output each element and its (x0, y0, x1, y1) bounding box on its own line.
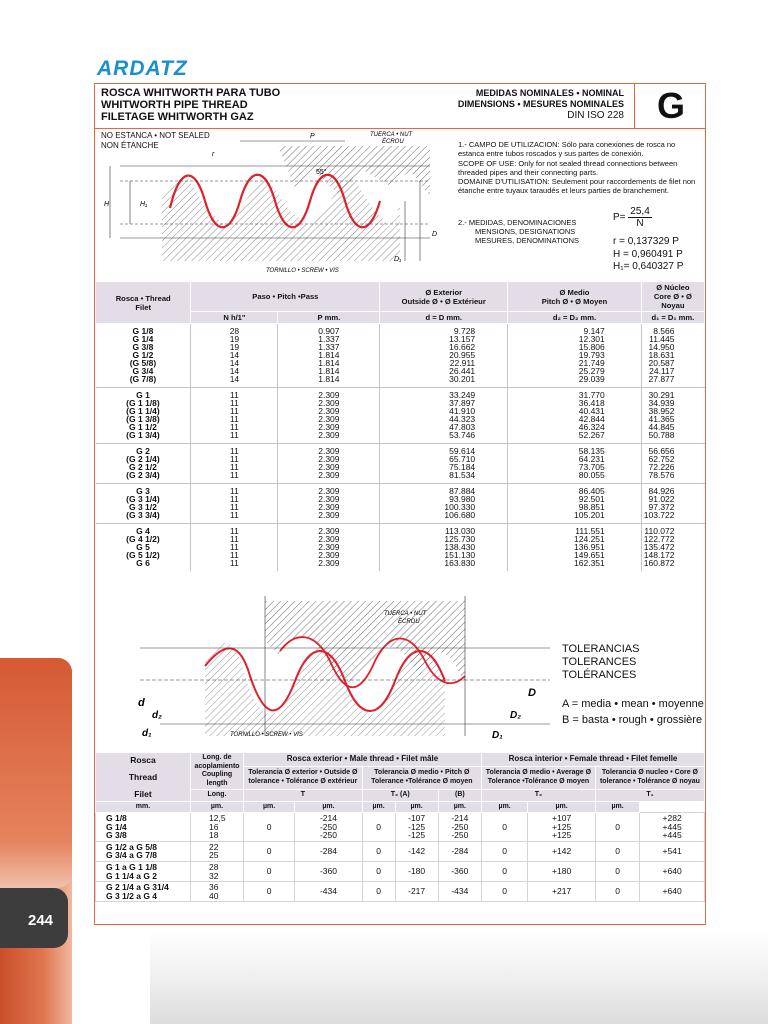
col-d1: d₁ = D₁ mm. (641, 312, 704, 324)
h1-label: H₁ (140, 201, 148, 208)
note2-es: 2.- MEDIDAS, DENOMINACIONES (458, 217, 577, 227)
table-cell: 33.249 37.897 41.910 44.323 47.803 53.746 (380, 388, 508, 444)
title-en: WHITWORTH PIPE THREAD (101, 99, 248, 111)
table-cell: 28 19 19 14 14 14 14 (191, 324, 278, 388)
table-cell: +640 (640, 861, 705, 881)
table-cell: 0 (481, 861, 527, 881)
table-row (96, 861, 705, 881)
table-cell: -360 (295, 861, 362, 881)
table-cell: -284 (438, 841, 481, 861)
page-title (101, 87, 280, 123)
pitch-formula-denominator: N (636, 218, 644, 229)
table-cell: 8.566 11.445 14.950 18.631 20.587 24.117 27.877 (641, 324, 704, 388)
col-Td2a: T₂ (A) (362, 790, 438, 802)
col-T: T (244, 790, 363, 802)
formula-r: r = 0,137329 P (613, 236, 679, 247)
unit-header: µm. (528, 801, 596, 813)
col-threads-per-inch: N h/1" (191, 312, 278, 324)
nominal-dimensions-table (95, 281, 705, 571)
table-cell: 87.884 93.980 100.330 106.680 (380, 484, 508, 524)
table-cell: 0 (244, 841, 295, 861)
header-dimensions (430, 88, 624, 122)
pitch-formula (613, 206, 652, 229)
notes-block (458, 140, 703, 246)
table-cell: 0 (362, 813, 395, 842)
col-coupling: Long. de acoplamiento Coupling length (191, 753, 244, 790)
table-cell: +142 (528, 841, 596, 861)
col-pitch-mm: P mm. (278, 312, 380, 324)
note2-fr: MESURES, DENOMINATIONS (475, 236, 580, 246)
table-cell: G 1/8 G 1/4 G 3/8 G 1/2 (G 5/8) G 3/4 (G 7/8) (96, 324, 191, 388)
table-cell: 30.291 34.939 38.952 41.365 44.845 50.788 (641, 388, 704, 444)
table-cell: -214 -250 -250 (295, 813, 362, 842)
table-cell: +282 +445 +445 (640, 813, 705, 842)
col-thread-2: Rosca Thread Filet (96, 753, 191, 802)
col-d2: d₂ = D₂ mm. (508, 312, 642, 324)
table-cell: +541 (640, 841, 705, 861)
col-female-thread: Rosca interior • Female thread • Filet femelle (481, 753, 704, 767)
table-cell: -107 -125 -125 (395, 813, 438, 842)
tolerance-legend (562, 696, 704, 728)
tolerances-fr: TOLÉRANCES (562, 669, 637, 681)
radius-label: r (212, 151, 215, 158)
table-cell: 12,5 16 18 (191, 813, 244, 842)
table-cell: G 1/8 G 1/4 G 3/8 (96, 813, 191, 842)
note2-en: MENSIONS, DESIGNATIONS (475, 227, 576, 237)
nut-label: TUERCA • NUT (370, 132, 413, 138)
table-cell: 0 (362, 861, 395, 881)
d1-label-2: d₁ (142, 728, 152, 739)
table-cell: 2.309 2.309 2.309 2.309 (278, 444, 380, 484)
title-fr: FILETAGE WHITWORTH GAZ (101, 111, 254, 123)
unit-header: µm. (244, 801, 295, 813)
note1-fr: DOMAINE D'UTILISATION: Seulement pour raccordements de filet non étanche entre tuyaux taraudés et leurs parties de branchement. (458, 177, 696, 196)
table-cell: 22 25 (191, 841, 244, 861)
table-cell: G 3 (G 3 1/4) G 3 1/2 (G 3 3/4) (96, 484, 191, 524)
table-cell: G 2 1/4 a G 31/4 G 3 1/2 a G 4 (96, 882, 191, 902)
tolerances-es: TOLERANCIAS (562, 643, 640, 655)
unit-header: µm. (395, 801, 438, 813)
table-cell: 110.072 122.772 135.472 148.172 160.872 (641, 524, 704, 572)
table-cell: 0 (362, 841, 395, 861)
table-cell: 28 32 (191, 861, 244, 881)
table-cell: -217 (395, 882, 438, 902)
table-cell: +107 +125 +125 (528, 813, 596, 842)
table-cell: 0 (362, 882, 395, 902)
table-cell: G 1 a G 1 1/8 G 1 1/4 a G 2 (96, 861, 191, 881)
table-row-group (96, 388, 705, 444)
col-TD2: T₂ (481, 790, 595, 802)
header-line-2: DIMENSIONS • MESURES NOMINALES (457, 98, 624, 109)
table-cell: 0 (595, 813, 639, 842)
unit-header: µm. (362, 801, 395, 813)
col-pitch-tol: Tolerancia Ø medio • Pitch Ø Tolerance •Tolérance Ø moyen (362, 766, 481, 790)
D1-label-2: D₁ (492, 730, 503, 741)
table-cell: -214 -250 -250 (438, 813, 481, 842)
table-cell: G 4 (G 4 1/2) G 5 (G 5 1/2) G 6 (96, 524, 191, 572)
table-cell: 9.147 12.301 15.806 19.793 21.749 25.279 29.039 (508, 324, 642, 388)
table-row-group (96, 484, 705, 524)
table-cell: 0 (595, 861, 639, 881)
title-es: ROSCA WHITWORTH PARA TUBO (101, 87, 281, 99)
table-cell: 11 11 11 11 11 11 (191, 388, 278, 444)
table-cell: 31.770 36.418 40.431 42.844 46.324 52.267 (508, 388, 642, 444)
table-cell: 58.135 64.231 73.705 80.055 (508, 444, 642, 484)
nut-label-2: TUERCA • NUT (384, 611, 427, 617)
non-etanche-text: NON ÉTANCHE (101, 140, 159, 150)
table-cell: 0 (244, 813, 295, 842)
table-cell: -180 (395, 861, 438, 881)
table-cell: G 1 (G 1 1/8) (G 1 1/4) (G 1 3/8) G 1 1/2 (G 1 3/4) (96, 388, 191, 444)
table-cell: 0.907 1.337 1.337 1.814 1.814 1.814 1.814 (278, 324, 380, 388)
angle-label: 55° (316, 169, 327, 176)
unit-header: µm. (481, 801, 527, 813)
pitch-formula-numerator: 25,4 (630, 206, 650, 217)
table-cell: 11 11 11 11 (191, 484, 278, 524)
d2-label-2: d₂ (152, 710, 162, 721)
table-row-group (96, 324, 705, 388)
col-TD1: T₁ (595, 790, 704, 802)
table-cell: 86.405 92.501 98.851 105.201 (508, 484, 642, 524)
table-cell: 84.926 91.022 97.372 103.722 (641, 484, 704, 524)
col-outside: Ø Exterior Outside Ø • Ø Extérieur (380, 282, 508, 312)
table-cell: +180 (528, 861, 596, 881)
screw-label-2: TORNILLO • SCREW • VIS (230, 732, 303, 738)
table-row (96, 841, 705, 861)
d1-label: D₁ (394, 256, 402, 263)
tolerance-table (95, 752, 705, 902)
table-cell: 113.030 125.730 138.430 151.130 163.830 (380, 524, 508, 572)
col-pitch-diameter: Ø Medio Pitch Ø • Ø Moyen (508, 282, 642, 312)
nut-label-2-fr: ÉCROU (398, 619, 420, 625)
col-core: Ø Núcleo Core Ø • Ø Noyau (641, 282, 704, 312)
table-cell: 0 (481, 882, 527, 902)
tolerances-heading (562, 643, 639, 682)
col-long: Long. (191, 790, 244, 802)
table-cell: -360 (438, 861, 481, 881)
table-cell: 0 (244, 861, 295, 881)
unit-header: mm. (96, 801, 191, 813)
table-cell: 0 (481, 813, 527, 842)
col-outside-tol: Tolerancia Ø exterior • Outside Ø tolerance • Tolérance Ø extérieur (244, 766, 363, 790)
table-cell: 59.614 65.710 75.184 81.534 (380, 444, 508, 484)
footer-shading (150, 930, 768, 1024)
table-cell: 0 (595, 882, 639, 902)
note1-en: SCOPE OF USE: Only for not sealed thread connections between threaded pipes and their connecting parts. (458, 158, 678, 177)
table-row (96, 882, 705, 902)
table-row-group (96, 444, 705, 484)
tolerances-en: TOLERANCES (562, 656, 637, 668)
table-cell: G 2 (G 2 1/4) G 2 1/2 (G 2 3/4) (96, 444, 191, 484)
page-number: 244 (28, 912, 54, 929)
table-cell: 2.309 2.309 2.309 2.309 2.309 (278, 524, 380, 572)
table-row (96, 813, 705, 842)
col-core-tol: Tolerancia Ø nucleo • Core Ø tolerance • Tolérance Ø noyau (595, 766, 704, 790)
unit-header: µm. (295, 801, 362, 813)
table-cell: -434 (295, 882, 362, 902)
unit-header: µm. (191, 801, 244, 813)
D2-label-2: D₂ (510, 710, 522, 721)
table-cell: 11 11 11 11 11 (191, 524, 278, 572)
unit-header: µm. (595, 801, 639, 813)
table-cell: 2.309 2.309 2.309 2.309 (278, 484, 380, 524)
table-cell: 0 (244, 882, 295, 902)
table-cell: 2.309 2.309 2.309 2.309 2.309 2.309 (278, 388, 380, 444)
pitch-formula-label: P= (613, 212, 626, 224)
pitch-label: P (310, 133, 315, 140)
thread-formulas (613, 236, 683, 274)
table-cell: 111.551 124.251 136.951 149.651 162.351 (508, 524, 642, 572)
table-cell: -284 (295, 841, 362, 861)
brand-logo: ARDATZ (97, 57, 188, 80)
table-cell: 36 40 (191, 882, 244, 902)
col-male-thread: Rosca exterior • Male thread • Filet mâle (244, 753, 482, 767)
table-cell: +640 (640, 882, 705, 902)
col-thread: Rosca • Thread Filet (96, 282, 191, 324)
table-row-group (96, 524, 705, 572)
table-cell: 56.656 62.752 72.226 78.576 (641, 444, 704, 484)
table-cell: 0 (481, 841, 527, 861)
table-cell: 9.728 13.157 16.662 20.955 22.911 26.441 30.201 (380, 324, 508, 388)
col-pitch: Paso • Pitch •Pass (191, 282, 380, 312)
table-cell: -434 (438, 882, 481, 902)
side-tab-highlight (0, 658, 72, 888)
not-sealed-text: NO ESTANCA • NOT SEALED (101, 131, 210, 140)
table-cell: G 1/2 a G 5/8 G 3/4 a G 7/8 (96, 841, 191, 861)
tolerance-diagram (130, 596, 550, 746)
note1-es: 1.- CAMPO DE UTILIZACION: Sólo para conexiones de rosca no estanca entre tubos roscados y sus partes de conexión. (458, 140, 676, 159)
screw-label: TORNILLO • SCREW • VIS (266, 268, 339, 274)
formula-h1: H₁= 0,640327 P (613, 261, 684, 272)
formula-h: H = 0,960491 P (613, 248, 683, 260)
table-cell: -142 (395, 841, 438, 861)
d-label-2: d (138, 697, 145, 709)
col-Td2b: (B) (438, 790, 481, 802)
thread-profile-diagram (100, 126, 455, 278)
section-letter: G (634, 84, 707, 128)
col-avg-tol: Tolerancia Ø medio • Average Ø Tolerance •Tolérance Ø moyen (481, 766, 595, 790)
legend-a: A = media • mean • moyenne (562, 698, 704, 710)
D-label-2: D (528, 687, 536, 699)
legend-b: B = basta • rough • grossière (562, 714, 703, 726)
h-label: H (104, 201, 110, 208)
d-label: D (432, 231, 438, 238)
din-standard: DIN ISO 228 (567, 110, 624, 121)
table-cell: 0 (595, 841, 639, 861)
table-cell: +217 (528, 882, 596, 902)
header-line-1: MEDIDAS NOMINALES • NOMINAL (475, 88, 624, 98)
table-cell: 11 11 11 11 (191, 444, 278, 484)
nut-label-fr: ÉCROU (382, 139, 404, 145)
unit-header: µm. (438, 801, 481, 813)
col-d: d = D mm. (380, 312, 508, 324)
